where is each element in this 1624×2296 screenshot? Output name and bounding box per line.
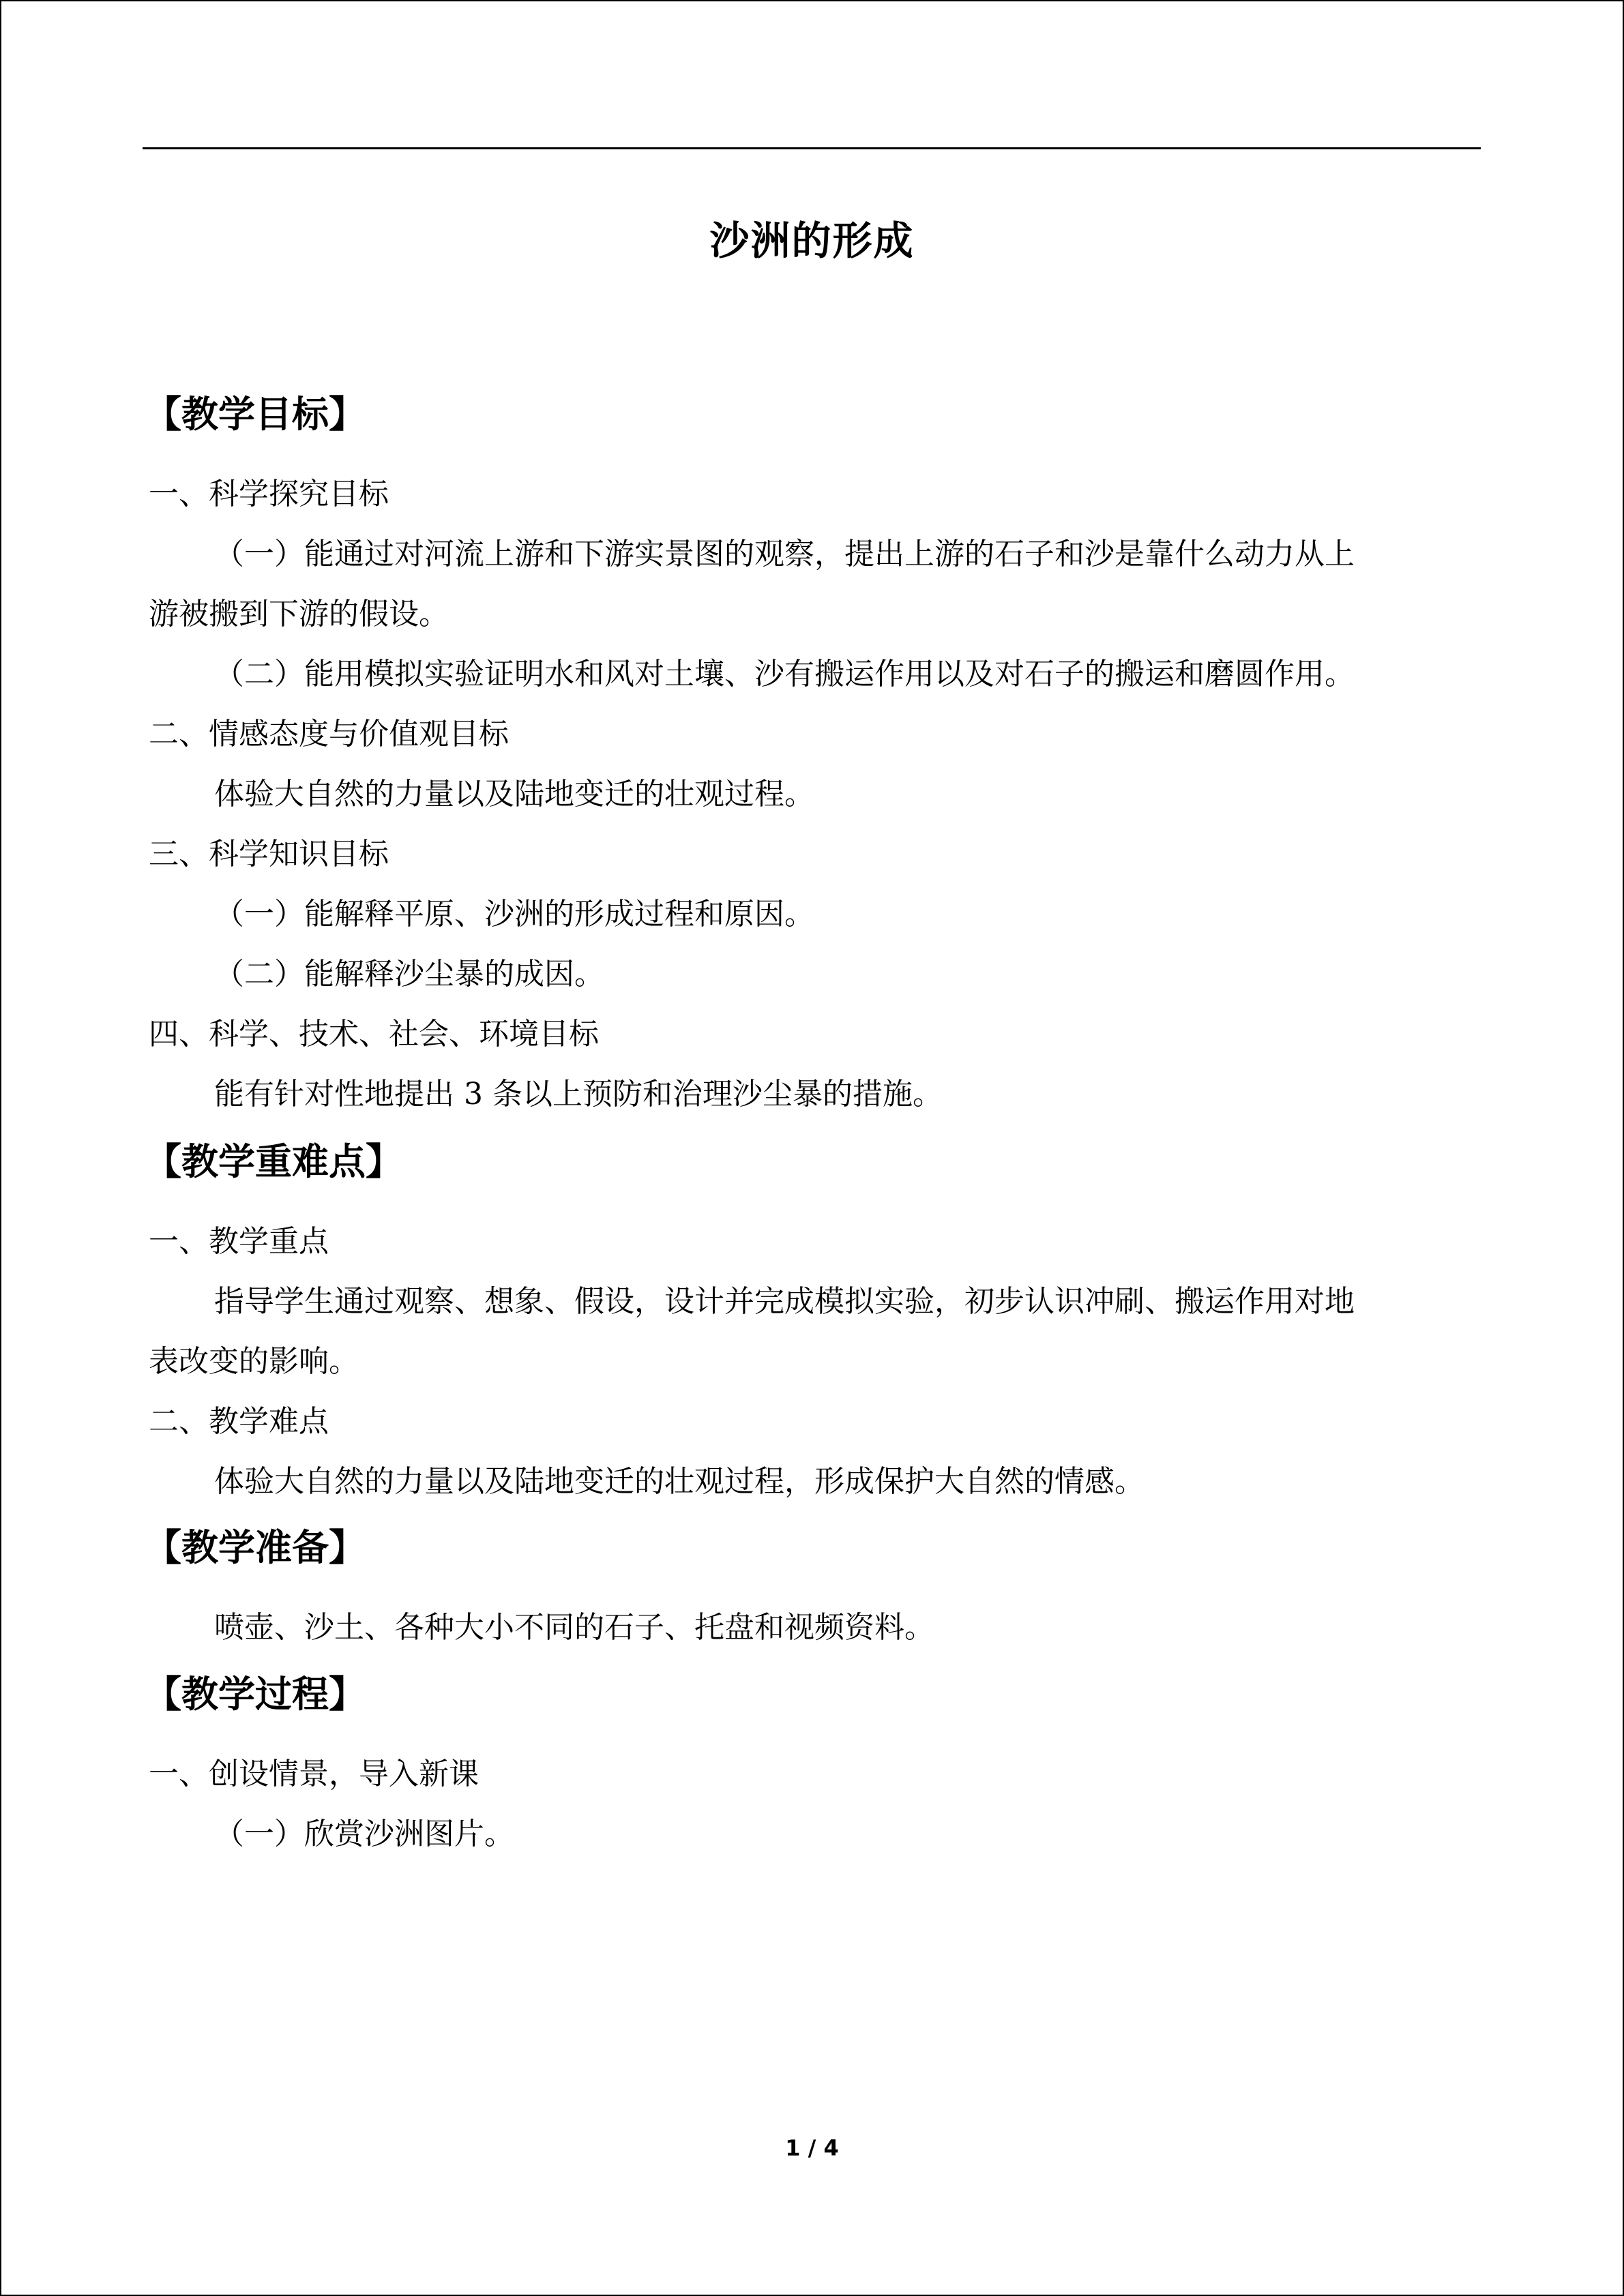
objective-inquiry-item-1-line-2: 游被搬到下游的假设。: [149, 597, 449, 631]
preparation-materials: 喷壶、沙土、各种大小不同的石子、托盘和视频资料。: [214, 1610, 934, 1645]
objective-knowledge-title: 三、科学知识目标: [149, 837, 389, 871]
objective-sts-title: 四、科学、技术、社会、环境目标: [149, 1017, 599, 1052]
key-points-focus-title: 一、教学重点: [149, 1224, 329, 1259]
objective-attitude-item-1: 体验大自然的力量以及陆地变迁的壮观过程。: [214, 777, 814, 811]
process-step-1-title: 一、创设情景，导入新课: [149, 1757, 479, 1791]
section-heading-process: 【教学过程】: [145, 1672, 366, 1716]
key-points-focus-line-1: 指导学生通过观察、想象、假设，设计并完成模拟实验，初步认识冲刷、搬运作用对地: [214, 1284, 1355, 1319]
objective-sts-item-1: 能有针对性地提出 3 条以上预防和治理沙尘暴的措施。: [214, 1077, 943, 1112]
key-points-difficulty-title: 二、教学难点: [149, 1404, 329, 1439]
objective-inquiry-title: 一、科学探究目标: [149, 477, 389, 511]
header-rule: [143, 147, 1481, 149]
objective-attitude-title: 二、情感态度与价值观目标: [149, 717, 509, 751]
process-step-1-item-1: （一）欣赏沙洲图片。: [214, 1817, 514, 1851]
key-points-focus-line-2: 表改变的影响。: [149, 1344, 359, 1379]
objective-inquiry-item-2: （二）能用模拟实验证明水和风对土壤、沙有搬运作用以及对石子的搬运和磨圆作用。: [214, 657, 1355, 691]
section-heading-objectives: 【教学目标】: [145, 392, 366, 436]
objective-knowledge-item-1: （一）能解释平原、沙洲的形成过程和原因。: [214, 897, 814, 931]
objective-inquiry-item-1-line-1: （一）能通过对河流上游和下游实景图的观察，提出上游的石子和沙是靠什么动力从上: [214, 537, 1355, 571]
key-points-difficulty-item-1: 体验大自然的力量以及陆地变迁的壮观过程，形成保护大自然的情感。: [214, 1464, 1145, 1499]
document-title: 沙洲的形成: [709, 218, 915, 264]
section-heading-key-points: 【教学重难点】: [145, 1139, 402, 1183]
page-number: 1 / 4: [785, 2135, 839, 2161]
objective-knowledge-item-2: （二）能解释沙尘暴的成因。: [214, 957, 604, 992]
section-heading-preparation: 【教学准备】: [145, 1525, 366, 1569]
